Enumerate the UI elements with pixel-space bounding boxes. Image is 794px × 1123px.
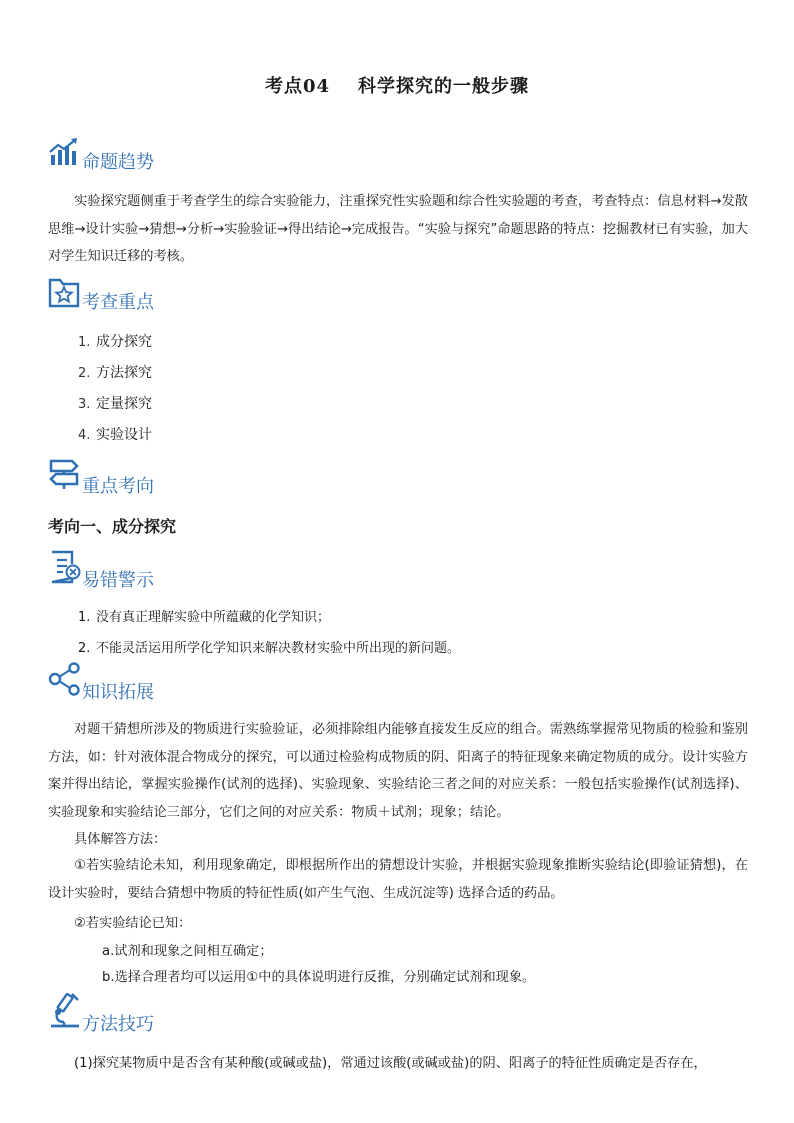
share-nodes-icon xyxy=(48,662,82,696)
section-label-focus: 考查重点 xyxy=(82,292,154,313)
signpost-icon xyxy=(48,458,80,490)
direction-one-heading: 考向一、成分探究 xyxy=(48,517,177,536)
list-item: 2. 不能灵活运用所学化学知识来解决教材实验中所出现的新问题。 xyxy=(78,641,461,656)
trend-paragraph: 实验探究题侧重于考查学生的综合实验能力，注重探究性实验题和综合性实验题的考查，考查特点：信息材料→发散思维→设计实验→猜想→分析→实验验证→得出结论→完成报告。“实验与探究”命题思路的特点：挖掘教材已有实验，加大对学生知识迁移的考核。 xyxy=(48,194,748,264)
folder-star-icon xyxy=(48,276,80,308)
method-label: 具体解答方法： xyxy=(74,832,167,847)
focus-list xyxy=(78,327,152,451)
error-list xyxy=(78,602,460,664)
microscope-icon xyxy=(48,992,82,1028)
list-item: 4. 实验设计 xyxy=(78,427,152,443)
section-label-extend: 知识拓展 xyxy=(82,682,154,703)
extend-paragraph: 对题干猜想所涉及的物质进行实验验证，必须排除组内能够直接发生反应的组合。需熟练掌握常见物质的检验和鉴别方法，如：针对液体混合物成分的探究，可以通过检验构成物质的阴、阳离子的特征现象来确定物质的成分。设计实验方案并得出结论，掌握实验操作(试剂的选择)、实验现象、实验结论三者之间的对应关系：一般包括实验操作(试剂选择)、实验现象和实验结论三部分，它们之间的对应关系：物质＋试剂；现象；结论。 xyxy=(48,722,748,820)
section-label-trend: 命题趋势 xyxy=(82,152,154,173)
method-2a-line: a.试剂和现象之间相互确定； xyxy=(102,944,273,959)
title-text: 科学探究的一般步骤 xyxy=(358,76,530,97)
document-error-icon xyxy=(48,550,82,584)
method-1-paragraph: ①若实验结论未知，利用现象确定，即根据所作出的猜想设计实验，并根据实验现象推断实验结论(即验证猜想)，在设计实验时，要结合猜想中物质的特征性质(如产生气泡、生成沉淀等) 选择合适的药品。 xyxy=(48,858,748,901)
list-item: 2. 方法探究 xyxy=(78,365,152,381)
section-label-error: 易错警示 xyxy=(82,570,154,591)
method-2-line: ②若实验结论已知： xyxy=(74,916,192,931)
list-item: 1. 没有真正理解实验中所蕴藏的化学知识； xyxy=(78,610,331,625)
method-2b-line: b.选择合理者均可以运用①中的具体说明进行反推，分别确定试剂和现象。 xyxy=(102,970,536,985)
list-item: 1. 成分探究 xyxy=(78,334,152,350)
page-title xyxy=(0,72,794,98)
skill-line: (1)探究某物质中是否含有某种酸(或碱或盐)，常通过该酸(或碱或盐)的阴、阳离子的特征性质确定是否存在， xyxy=(74,1056,707,1071)
list-item: 3. 定量探究 xyxy=(78,396,152,412)
section-label-method: 方法技巧 xyxy=(82,1014,154,1035)
title-prefix: 考点04 xyxy=(264,76,331,97)
bar-chart-trend-icon xyxy=(48,138,80,168)
section-label-direction: 重点考向 xyxy=(82,476,154,497)
